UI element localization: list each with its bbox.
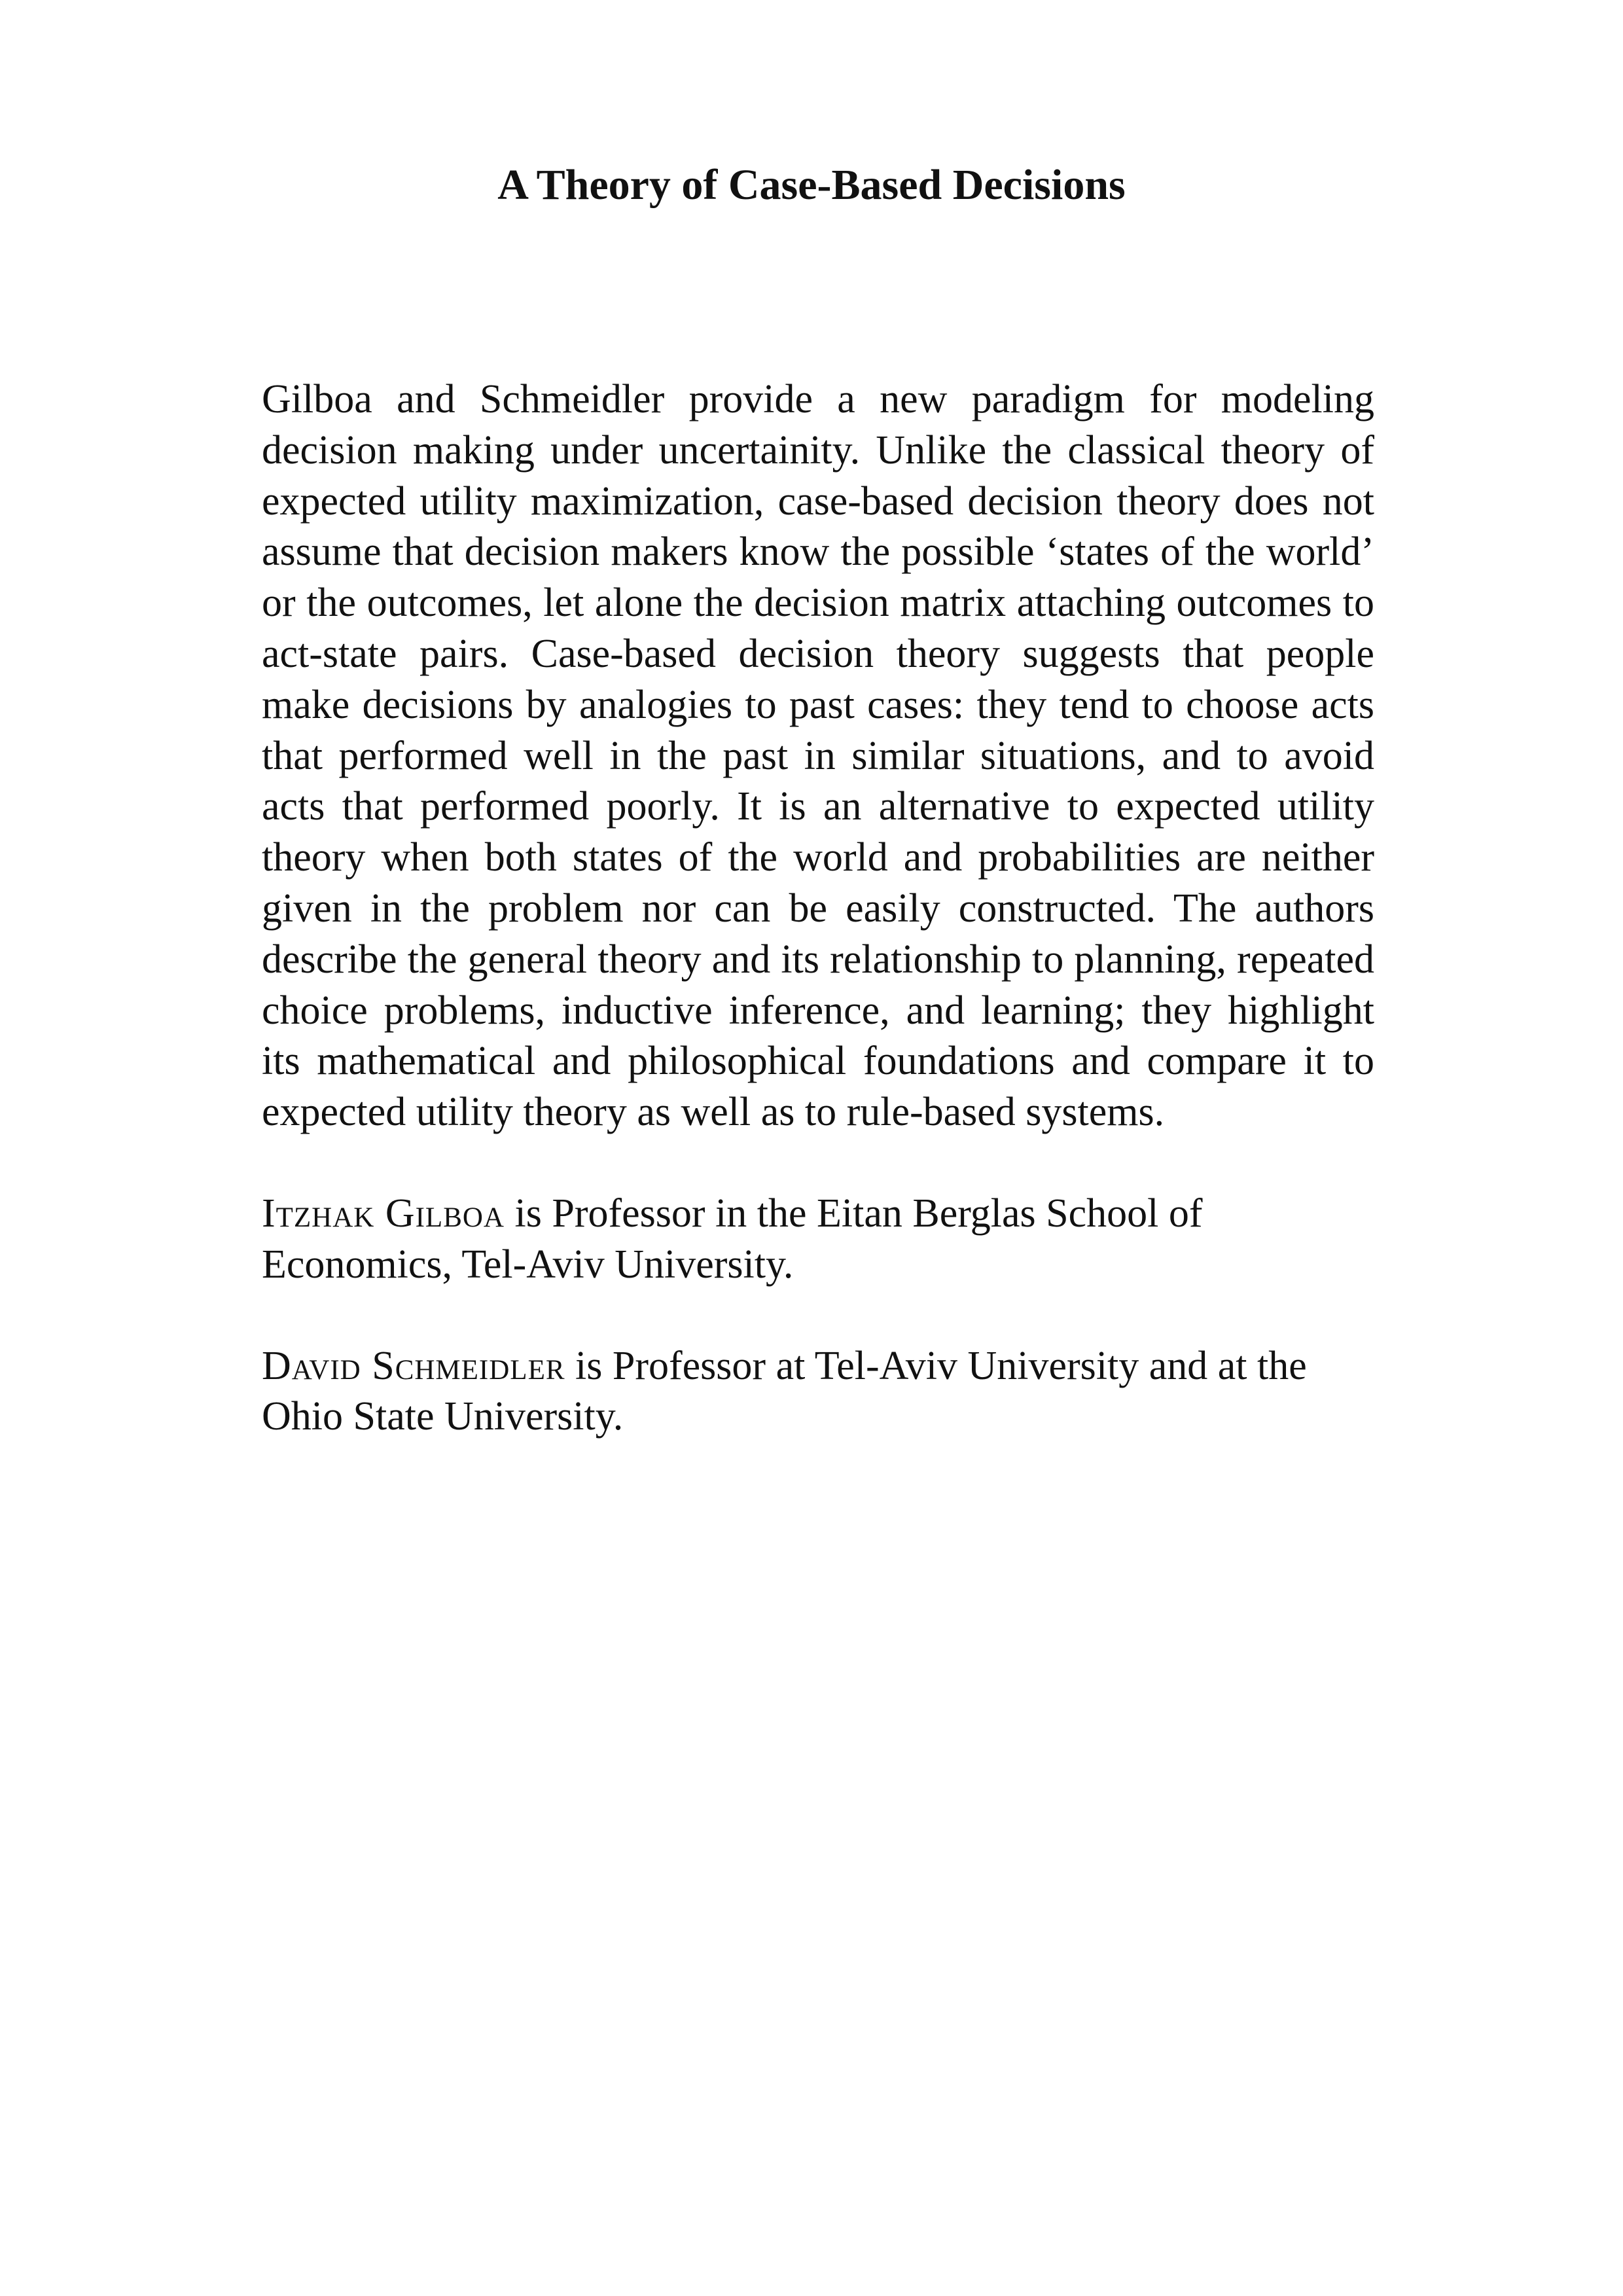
page-content <box>262 374 1374 1493</box>
author-name: Itzhak Gilboa <box>262 1191 505 1236</box>
abstract-paragraph: Gilboa and Schmeidler provide a new paradigm for modeling decision making under uncertainity. Unlike the classical theory of expected utility maximization, case-based decision theory does not assume that decision makers know the possible ‘states of the world’ or the outcomes, let alone the decision matrix attaching outcomes to act-state pairs. Case-based decision theory suggests that people make decisions by analogies to past cases: they tend to choose acts that performed well in the past in similar situations, and to avoid acts that performed poorly. It is an alternative to expected utility theory when both states of the world and probabilities are neither given in the problem nor can be easily constructed. The authors describe the general theory and its relationship to planning, repeated choice problems, inductive inference, and learning; they highlight its mathematical and philosophical foundations and compare it to expected utility theory as well as to rule-based systems. <box>262 377 1374 1135</box>
author-affiliation: is Professor in the Eitan Berglas School of Economics, Tel-Aviv University. <box>262 1191 1203 1287</box>
author-name: David Schmeidler <box>262 1343 565 1388</box>
author-bio-schmeidler <box>262 1341 1374 1443</box>
book-title: A Theory of Case-Based Decisions <box>497 161 1126 209</box>
author-bio-gilboa <box>262 1189 1374 1291</box>
author-affiliation: is Professor at Tel-Aviv University and at the Ohio State University. <box>262 1343 1307 1439</box>
